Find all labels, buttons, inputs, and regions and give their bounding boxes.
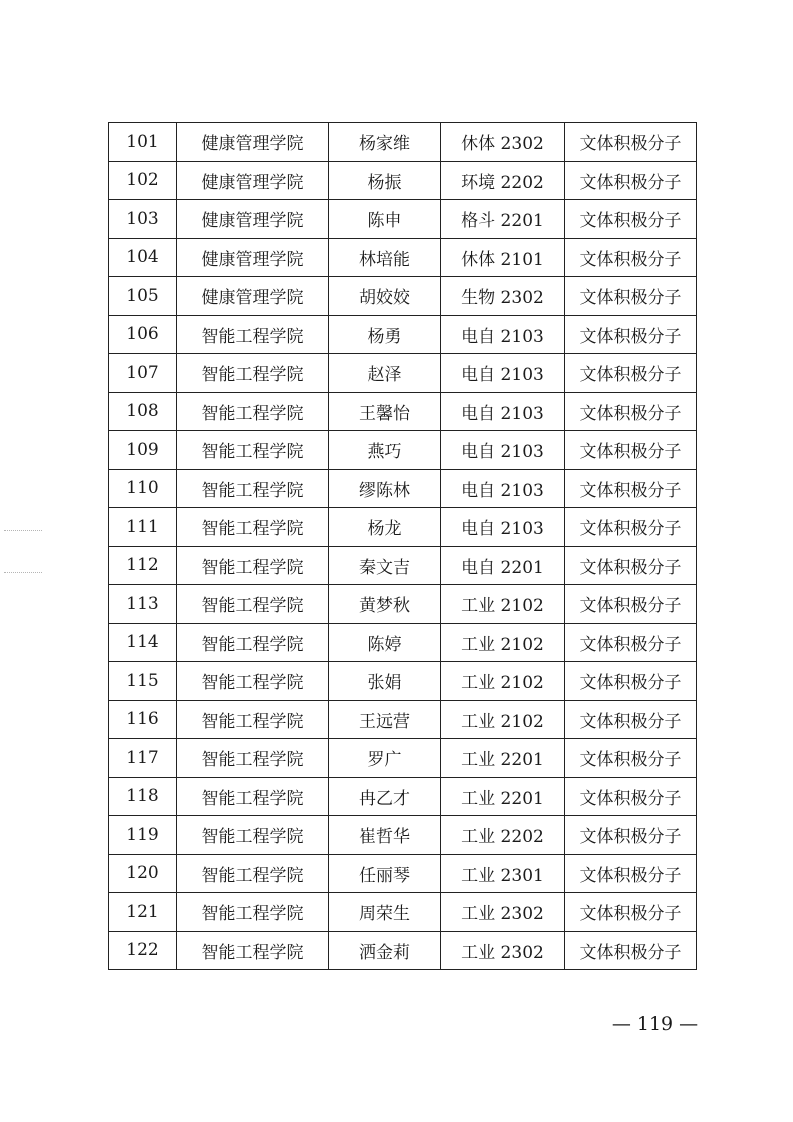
award-cell: 文体积极分子: [565, 893, 697, 932]
college-cell: 智能工程学院: [177, 816, 329, 855]
class-cell: 工业 2102: [441, 585, 565, 624]
student-name-cell: 黄梦秋: [329, 585, 441, 624]
row-number-cell: 105: [109, 277, 177, 316]
class-cell: 工业 2301: [441, 854, 565, 893]
award-cell: 文体积极分子: [565, 469, 697, 508]
class-cell: 工业 2202: [441, 816, 565, 855]
college-cell: 智能工程学院: [177, 431, 329, 470]
table-row: [109, 431, 697, 470]
college-cell: 健康管理学院: [177, 238, 329, 277]
student-name-cell: 洒金莉: [329, 931, 441, 970]
table-row: [109, 777, 697, 816]
student-name-cell: 缪陈林: [329, 469, 441, 508]
row-number-cell: 101: [109, 123, 177, 162]
row-number-cell: 117: [109, 739, 177, 778]
award-cell: 文体积极分子: [565, 739, 697, 778]
award-cell: 文体积极分子: [565, 392, 697, 431]
table-row: [109, 315, 697, 354]
college-cell: 健康管理学院: [177, 161, 329, 200]
class-cell: 电自 2103: [441, 431, 565, 470]
college-cell: 智能工程学院: [177, 546, 329, 585]
table-row: [109, 816, 697, 855]
student-name-cell: 任丽琴: [329, 854, 441, 893]
college-cell: 智能工程学院: [177, 662, 329, 701]
college-cell: 智能工程学院: [177, 777, 329, 816]
award-cell: 文体积极分子: [565, 931, 697, 970]
class-cell: 工业 2102: [441, 623, 565, 662]
table-row: [109, 893, 697, 932]
award-cell: 文体积极分子: [565, 315, 697, 354]
table-row: [109, 931, 697, 970]
row-number-cell: 107: [109, 354, 177, 393]
college-cell: 智能工程学院: [177, 469, 329, 508]
row-number-cell: 106: [109, 315, 177, 354]
student-name-cell: 杨家维: [329, 123, 441, 162]
college-cell: 健康管理学院: [177, 277, 329, 316]
award-cell: 文体积极分子: [565, 623, 697, 662]
college-cell: 智能工程学院: [177, 623, 329, 662]
table-row: [109, 546, 697, 585]
table-row: [109, 623, 697, 662]
class-cell: 工业 2302: [441, 893, 565, 932]
row-number-cell: 113: [109, 585, 177, 624]
award-cell: 文体积极分子: [565, 585, 697, 624]
row-number-cell: 104: [109, 238, 177, 277]
award-cell: 文体积极分子: [565, 200, 697, 239]
student-name-cell: 王远营: [329, 700, 441, 739]
class-cell: 环境 2202: [441, 161, 565, 200]
college-cell: 智能工程学院: [177, 854, 329, 893]
student-name-cell: 周荣生: [329, 893, 441, 932]
class-cell: 工业 2102: [441, 700, 565, 739]
college-cell: 健康管理学院: [177, 123, 329, 162]
scan-margin-mark: [4, 530, 42, 532]
row-number-cell: 116: [109, 700, 177, 739]
row-number-cell: 122: [109, 931, 177, 970]
table-row: [109, 508, 697, 547]
college-cell: 智能工程学院: [177, 354, 329, 393]
award-cell: 文体积极分子: [565, 508, 697, 547]
college-cell: 智能工程学院: [177, 392, 329, 431]
college-cell: 智能工程学院: [177, 508, 329, 547]
award-cell: 文体积极分子: [565, 662, 697, 701]
table-row: [109, 200, 697, 239]
class-cell: 电自 2201: [441, 546, 565, 585]
college-cell: 智能工程学院: [177, 315, 329, 354]
table-row: [109, 700, 697, 739]
award-cell: 文体积极分子: [565, 238, 697, 277]
award-cell: 文体积极分子: [565, 277, 697, 316]
college-cell: 智能工程学院: [177, 739, 329, 778]
class-cell: 电自 2103: [441, 392, 565, 431]
scan-margin-mark: [4, 572, 42, 574]
row-number-cell: 119: [109, 816, 177, 855]
row-number-cell: 109: [109, 431, 177, 470]
college-cell: 智能工程学院: [177, 931, 329, 970]
college-cell: 智能工程学院: [177, 700, 329, 739]
class-cell: 工业 2302: [441, 931, 565, 970]
student-name-cell: 王馨怡: [329, 392, 441, 431]
class-cell: 工业 2201: [441, 777, 565, 816]
award-cell: 文体积极分子: [565, 161, 697, 200]
student-name-cell: 杨勇: [329, 315, 441, 354]
award-cell: 文体积极分子: [565, 354, 697, 393]
student-name-cell: 秦文吉: [329, 546, 441, 585]
award-cell: 文体积极分子: [565, 700, 697, 739]
class-cell: 格斗 2201: [441, 200, 565, 239]
row-number-cell: 110: [109, 469, 177, 508]
row-number-cell: 112: [109, 546, 177, 585]
table-row: [109, 123, 697, 162]
row-number-cell: 108: [109, 392, 177, 431]
class-cell: 休体 2302: [441, 123, 565, 162]
table-row: [109, 662, 697, 701]
student-name-cell: 崔哲华: [329, 816, 441, 855]
roster-table-body: [109, 123, 697, 970]
table-row: [109, 854, 697, 893]
student-name-cell: 冉乙才: [329, 777, 441, 816]
student-name-cell: 赵泽: [329, 354, 441, 393]
class-cell: 休体 2101: [441, 238, 565, 277]
college-cell: 智能工程学院: [177, 893, 329, 932]
class-cell: 电自 2103: [441, 354, 565, 393]
row-number-cell: 114: [109, 623, 177, 662]
class-cell: 电自 2103: [441, 315, 565, 354]
student-name-cell: 胡姣姣: [329, 277, 441, 316]
table-row: [109, 739, 697, 778]
award-cell: 文体积极分子: [565, 431, 697, 470]
table-row: [109, 585, 697, 624]
class-cell: 电自 2103: [441, 469, 565, 508]
class-cell: 生物 2302: [441, 277, 565, 316]
row-number-cell: 111: [109, 508, 177, 547]
class-cell: 工业 2102: [441, 662, 565, 701]
table-row: [109, 238, 697, 277]
roster-table: [108, 122, 697, 970]
row-number-cell: 120: [109, 854, 177, 893]
student-name-cell: 林培能: [329, 238, 441, 277]
page-number: — 119 —: [611, 1013, 699, 1035]
college-cell: 智能工程学院: [177, 585, 329, 624]
student-name-cell: 张娟: [329, 662, 441, 701]
table-row: [109, 354, 697, 393]
class-cell: 工业 2201: [441, 739, 565, 778]
student-name-cell: 陈婷: [329, 623, 441, 662]
student-name-cell: 杨龙: [329, 508, 441, 547]
table-row: [109, 277, 697, 316]
student-name-cell: 杨振: [329, 161, 441, 200]
college-cell: 健康管理学院: [177, 200, 329, 239]
award-cell: 文体积极分子: [565, 123, 697, 162]
table-row: [109, 161, 697, 200]
award-cell: 文体积极分子: [565, 854, 697, 893]
table-row: [109, 392, 697, 431]
row-number-cell: 121: [109, 893, 177, 932]
student-name-cell: 燕巧: [329, 431, 441, 470]
row-number-cell: 102: [109, 161, 177, 200]
class-cell: 电自 2103: [441, 508, 565, 547]
row-number-cell: 118: [109, 777, 177, 816]
table-row: [109, 469, 697, 508]
row-number-cell: 115: [109, 662, 177, 701]
student-name-cell: 陈申: [329, 200, 441, 239]
row-number-cell: 103: [109, 200, 177, 239]
award-cell: 文体积极分子: [565, 777, 697, 816]
student-name-cell: 罗广: [329, 739, 441, 778]
award-cell: 文体积极分子: [565, 816, 697, 855]
award-cell: 文体积极分子: [565, 546, 697, 585]
